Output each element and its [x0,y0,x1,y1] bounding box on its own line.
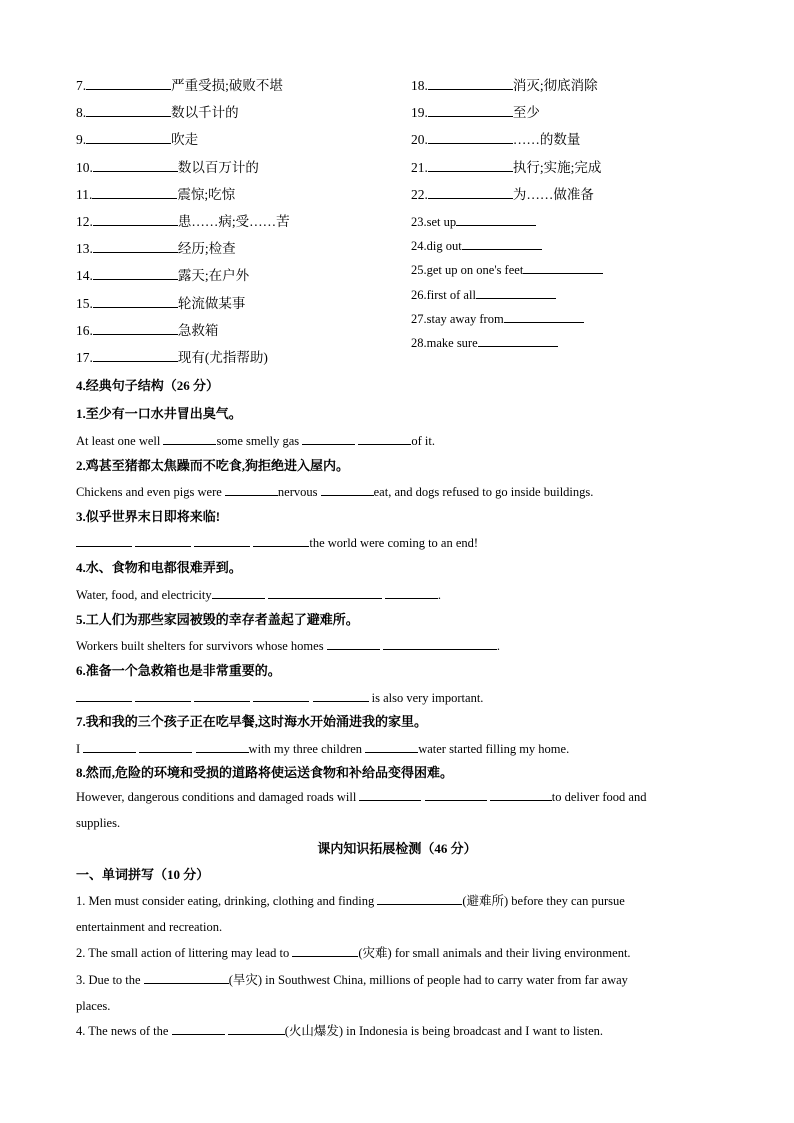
phrase-text: 27.stay away from [411,311,504,326]
text-segment: 1. Men must consider eating, drinking, clothing and finding [76,894,378,908]
blank-line[interactable] [76,687,132,702]
text-segment: supplies. [76,816,121,830]
blank-line[interactable] [313,687,369,702]
text-segment: of it. [411,434,435,448]
list-item [76,211,396,238]
item-number: 19. [411,105,428,121]
text-segment: is also very important. [368,691,484,705]
blank-line[interactable] [93,238,178,253]
blank-line[interactable] [490,786,552,801]
item-meaning: 轮流做某事 [177,295,246,311]
blank-line[interactable] [228,1020,285,1035]
vocab-left-column [76,75,396,374]
list-item [76,102,396,129]
sentence-english [76,635,500,654]
text-segment: nervous [277,485,321,499]
phrase-item [411,259,731,283]
text-segment: in Indonesia is being broadcast and I want to listen. [343,1024,604,1038]
list-item [411,184,731,211]
item-number: 13. [76,241,93,257]
item-number: 15. [76,295,93,311]
blank-line[interactable] [86,75,171,90]
phrase-text: 28.make sure [411,335,478,350]
section-title: 4.经典句子结构（26 分） [76,378,220,393]
blank-line[interactable] [144,969,229,984]
blank-line[interactable] [139,738,192,753]
blank-line[interactable] [476,284,556,299]
list-item [76,347,396,374]
item-meaning: 露天;在户外 [177,268,250,284]
item-meaning: 为……做准备 [512,186,594,202]
blank-line[interactable] [93,265,178,280]
item-meaning: 急救箱 [177,322,219,338]
blank-line[interactable] [93,347,178,362]
text-segment: to deliver food and [551,790,647,804]
item-number: 12. [76,213,93,229]
item-number: 7. [76,78,87,93]
list-item [76,265,396,292]
item-meaning: ……的数量 [512,132,581,148]
sentence-chinese: 3.似乎世界末日即将来临! [76,509,221,524]
sentence-english [76,784,718,836]
text-segment: places. [76,999,111,1013]
blank-line[interactable] [86,102,171,117]
blank-line[interactable] [135,687,191,702]
text-segment: At least one well [76,434,164,448]
phrase-item [411,211,731,235]
item-meaning: 至少 [512,105,540,121]
phrase-text: 24.dig out [411,239,462,254]
blank-line[interactable] [428,184,513,199]
blank-line[interactable] [172,1020,225,1035]
item-number: 14. [76,268,93,284]
item-meaning: 数以百万计的 [177,159,259,175]
sentence-english [76,584,441,603]
text-segment: the world were coming to an end! [309,536,479,550]
item-number: 8. [76,105,87,121]
list-item [76,75,396,102]
blank-line[interactable] [92,184,177,199]
blank-line[interactable] [428,75,513,90]
phrase-item [411,284,731,308]
vocab-right-column [411,75,731,356]
sentence-chinese: 5.工人们为那些家园被毁的幸存者盖起了避难所。 [76,612,359,627]
list-item [76,184,396,211]
item-number: 11. [76,186,93,202]
item-number: 18. [411,78,428,93]
text-segment: Water, food, and electricity [76,588,212,602]
text-segment: Workers built shelters for survivors whose homes [76,639,327,653]
text-segment: eat, and dogs refused to go inside buildings. [373,485,594,499]
hint-text: (避难所) [462,894,509,908]
question-1 [76,888,718,940]
phrase-text: 23.set up [411,214,457,229]
item-meaning: 执行;实施;完成 [512,159,602,175]
text-segment: Chickens and even pigs were [76,485,225,499]
question-3 [76,967,718,1019]
blank-line[interactable] [377,890,462,905]
blank-line[interactable] [385,584,438,599]
blank-line[interactable] [523,259,603,274]
text-segment: before they can pursue [508,894,625,908]
list-item [411,75,731,102]
sentence-english [76,532,478,551]
text-segment: I [76,742,84,756]
blank-line[interactable] [365,738,418,753]
sentence-english [76,430,435,449]
list-item [411,129,731,156]
item-number: 21. [411,159,428,175]
blank-line[interactable] [76,532,132,547]
sentence-english [76,481,593,500]
blank-line[interactable] [359,786,421,801]
blank-line[interactable] [428,157,513,172]
blank-line[interactable] [327,635,380,650]
item-meaning: 严重受损;破败不堪 [171,78,283,93]
item-number: 10. [76,159,93,175]
item-meaning: 震惊;吃惊 [177,186,236,202]
text-segment: . [437,588,441,602]
blank-line[interactable] [292,942,358,957]
blank-line[interactable] [135,532,191,547]
list-item [76,320,396,347]
phrase-item [411,235,731,259]
text-segment: . [496,639,500,653]
blank-line[interactable] [321,481,374,496]
text-segment: for small animals and their living environment. [391,946,631,960]
blank-line[interactable] [478,332,558,347]
blank-line[interactable] [194,687,250,702]
blank-line[interactable] [93,157,178,172]
list-item [411,102,731,129]
hint-text: (灾难) [358,946,392,960]
text-segment: in Southwest China, millions of people had to carry water from far away [262,973,628,987]
text-segment: some smelly gas [216,434,303,448]
blank-line[interactable] [383,635,497,650]
blank-line[interactable] [93,293,178,308]
phrase-item [411,308,731,332]
item-meaning: 经历;检查 [177,241,236,257]
question-4 [76,1018,718,1044]
sentence-chinese: 1.至少有一口水井冒出臭气。 [76,406,242,421]
text-segment: However, dangerous conditions and damaged roads will [76,790,360,804]
blank-line[interactable] [86,129,171,144]
blank-line[interactable] [194,532,250,547]
blank-line[interactable] [504,308,584,323]
phrase-text: 25.get up on one's feet [411,263,524,278]
blank-line[interactable] [196,738,249,753]
blank-line[interactable] [253,687,309,702]
text-segment: 4. The news of the [76,1024,172,1038]
item-number: 9. [76,132,87,148]
blank-line[interactable] [302,430,355,445]
text-segment: entertainment and recreation. [76,920,223,934]
hint-text: (旱灾) [228,973,263,987]
item-number: 20. [411,132,428,148]
list-item [76,238,396,265]
sentence-chinese: 6.准备一个急救箱也是非常重要的。 [76,663,281,678]
blank-line[interactable] [93,320,178,335]
list-item [76,129,396,156]
item-number: 16. [76,322,93,338]
sentence-english [76,687,483,706]
list-item [411,157,731,184]
part-title: 一、单词拼写（10 分） [76,867,210,882]
blank-line[interactable] [163,430,216,445]
item-meaning: 现有(尤指帮助) [177,349,268,365]
blank-line[interactable] [83,738,136,753]
blank-line[interactable] [225,481,278,496]
blank-line[interactable] [456,211,536,226]
blank-line[interactable] [425,786,487,801]
blank-line[interactable] [462,235,542,250]
phrase-item [411,332,731,356]
section-title: 课内知识拓展检测（46 分） [317,841,477,856]
text-segment: water started filling my home. [418,742,570,756]
phrase-text: 26.first of all [411,287,476,302]
item-meaning: 吹走 [171,132,199,148]
sentence-chinese: 4.水、食物和电都很难弄到。 [76,560,242,575]
blank-line[interactable] [428,102,513,117]
text-segment: 2. The small action of littering may lead to [76,946,293,960]
blank-line[interactable] [212,584,265,599]
list-item [76,157,396,184]
list-item [76,293,396,320]
sentence-chinese: 8.然而,危险的环境和受损的道路将使运送食物和补给品变得困难。 [76,765,454,780]
sentence-chinese: 2.鸡甚至猪都太焦躁而不吃食,狗拒绝进入屋内。 [76,458,350,473]
sentence-chinese: 7.我和我的三个孩子正在吃早餐,这时海水开始涌进我的家里。 [76,714,428,729]
blank-line[interactable] [428,129,513,144]
text-segment: 3. Due to the [76,973,144,987]
text-segment: with my three children [248,742,366,756]
blank-line[interactable] [358,430,411,445]
item-number: 17. [76,349,93,365]
blank-line[interactable] [268,584,382,599]
blank-line[interactable] [93,211,178,226]
sentence-english [76,738,569,757]
question-2 [76,940,718,966]
blank-line[interactable] [253,532,309,547]
item-number: 22. [411,186,428,202]
item-meaning: 患……病;受……苦 [177,213,290,229]
item-meaning: 消灭;彻底消除 [512,78,598,93]
hint-text: (火山爆发) [284,1024,344,1038]
item-meaning: 数以千计的 [171,105,239,121]
